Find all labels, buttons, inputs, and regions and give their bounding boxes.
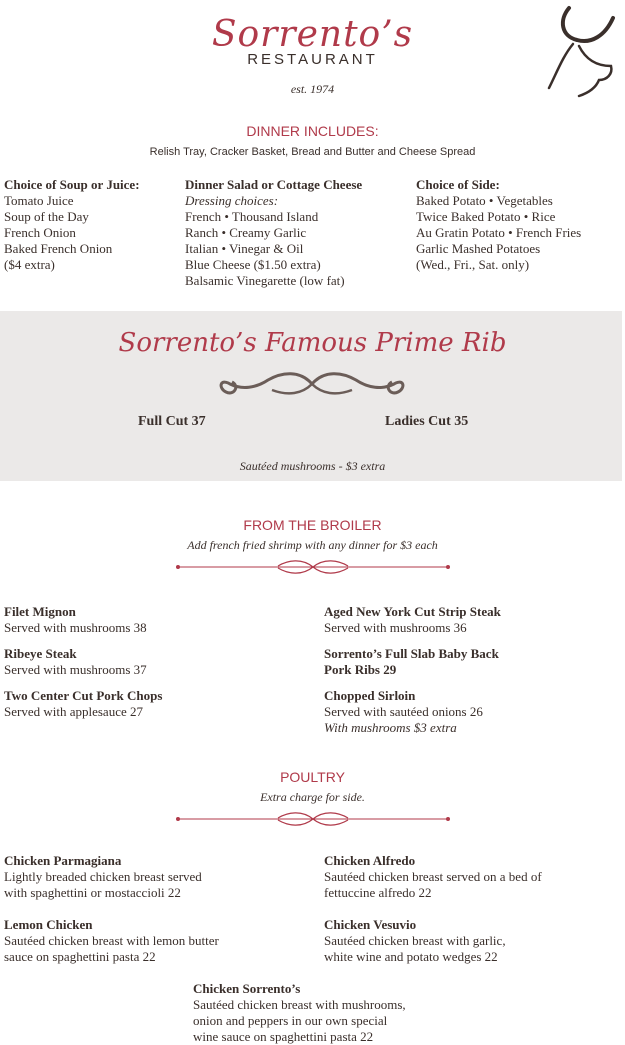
prime-rib-title: Sorrento’s Famous Prime Rib [118, 328, 507, 358]
soup-line: Tomato Juice [4, 193, 74, 208]
item-desc: Served with mushrooms 38 [4, 620, 147, 635]
item-desc: with spaghettini or mostaccioli 22 [4, 885, 181, 900]
menu-item [4, 604, 304, 636]
soup-line: Baked French Onion [4, 241, 113, 256]
established-year: est. 1974 [290, 82, 335, 96]
salad-line: Balsamic Vinegarette (low fat) [185, 273, 345, 288]
item-extra: With mushrooms $3 extra [324, 720, 457, 735]
menu-item [324, 917, 620, 965]
item-name: Aged New York Cut Strip Steak [324, 604, 501, 619]
item-desc: onion and peppers in our own special [193, 1013, 388, 1028]
item-name: Chicken Alfredo [324, 853, 416, 868]
salad-line: Italian • Vinegar & Oil [185, 241, 304, 256]
poultry-subtitle: Extra charge for side. [260, 790, 365, 804]
salad-column [185, 177, 410, 289]
side-line: Garlic Mashed Potatoes [416, 241, 541, 256]
menu-item [4, 688, 304, 720]
item-desc: Sautéed chicken breast with garlic, [324, 933, 506, 948]
item-name: Two Center Cut Pork Chops [4, 688, 163, 703]
item-desc: Sautéed chicken breast with mushrooms, [193, 997, 406, 1012]
menu-item [324, 604, 620, 636]
item-desc: fettuccine alfredo 22 [324, 885, 432, 900]
menu-item [4, 646, 304, 678]
bull-logo-icon [539, 0, 621, 100]
item-desc: Served with applesauce 27 [4, 704, 143, 719]
item-desc: Pork Ribs 29 [324, 662, 397, 677]
item-desc: Served with sautéed onions 26 [324, 704, 483, 719]
full-cut-price: Full Cut 37 [138, 414, 206, 429]
item-desc: Sautéed chicken breast with lemon butter [4, 933, 219, 948]
dressing-note: Dressing choices: [185, 193, 279, 208]
flourish-ornament-icon [212, 366, 412, 402]
item-name: Filet Mignon [4, 604, 76, 619]
salad-line: Ranch • Creamy Garlic [185, 225, 307, 240]
broiler-title: FROM THE BROILER [243, 517, 382, 533]
soup-heading: Choice of Soup or Juice: [4, 177, 140, 192]
menu-item [4, 917, 314, 965]
side-line: Au Gratin Potato • French Fries [416, 225, 582, 240]
item-desc: sauce on spaghettini pasta 22 [4, 949, 156, 964]
dinner-subtitle: Relish Tray, Cracker Basket, Bread and Butter and Cheese Spread [149, 146, 476, 158]
poultry-title: POULTRY [280, 769, 345, 785]
side-heading: Choice of Side: [416, 177, 500, 192]
soup-line: ($4 extra) [4, 257, 55, 272]
item-name: Ribeye Steak [4, 646, 77, 661]
salad-line: Blue Cheese ($1.50 extra) [185, 257, 321, 272]
dinner-title: DINNER INCLUDES: [246, 123, 379, 139]
item-name: Sorrento’s Full Slab Baby Back [324, 646, 499, 661]
menu-item [4, 853, 314, 901]
item-name: Chicken Sorrento’s [193, 981, 301, 996]
soup-line: French Onion [4, 225, 76, 240]
menu-item [324, 646, 620, 678]
side-column [416, 177, 622, 273]
broiler-subtitle: Add french fried shrimp with any dinner for $3 each [187, 538, 438, 552]
menu-item [324, 853, 620, 901]
item-desc: wine sauce on spaghettini pasta 22 [193, 1029, 374, 1044]
item-name: Chopped Sirloin [324, 688, 416, 703]
salad-heading: Dinner Salad or Cottage Cheese [185, 177, 363, 192]
item-desc: Sautéed chicken breast served on a bed of [324, 869, 542, 884]
item-name: Chicken Parmagiana [4, 853, 122, 868]
side-line: (Wed., Fri., Sat. only) [416, 257, 530, 272]
ladies-cut-price: Ladies Cut 35 [385, 414, 469, 429]
menu-item [193, 981, 493, 1045]
soup-column [4, 177, 184, 273]
divider-ornament-icon [174, 556, 452, 578]
item-desc: Served with mushrooms 37 [4, 662, 147, 677]
item-desc: Served with mushrooms 36 [324, 620, 467, 635]
divider-ornament-icon [174, 808, 452, 830]
side-line: Twice Baked Potato • Rice [416, 209, 556, 224]
item-desc: white wine and potato wedges 22 [324, 949, 498, 964]
brand-name: Sorrento’s [211, 14, 414, 55]
brand-subtitle: RESTAURANT [247, 51, 378, 68]
menu-item [324, 688, 620, 736]
item-name: Chicken Vesuvio [324, 917, 417, 932]
soup-line: Soup of the Day [4, 209, 89, 224]
item-desc: Lightly breaded chicken breast served [4, 869, 202, 884]
salad-line: French • Thousand Island [185, 209, 319, 224]
brand-header [0, 14, 625, 97]
item-name: Lemon Chicken [4, 917, 93, 932]
prime-rib-note: Sautéed mushrooms - $3 extra [239, 459, 386, 473]
side-line: Baked Potato • Vegetables [416, 193, 553, 208]
